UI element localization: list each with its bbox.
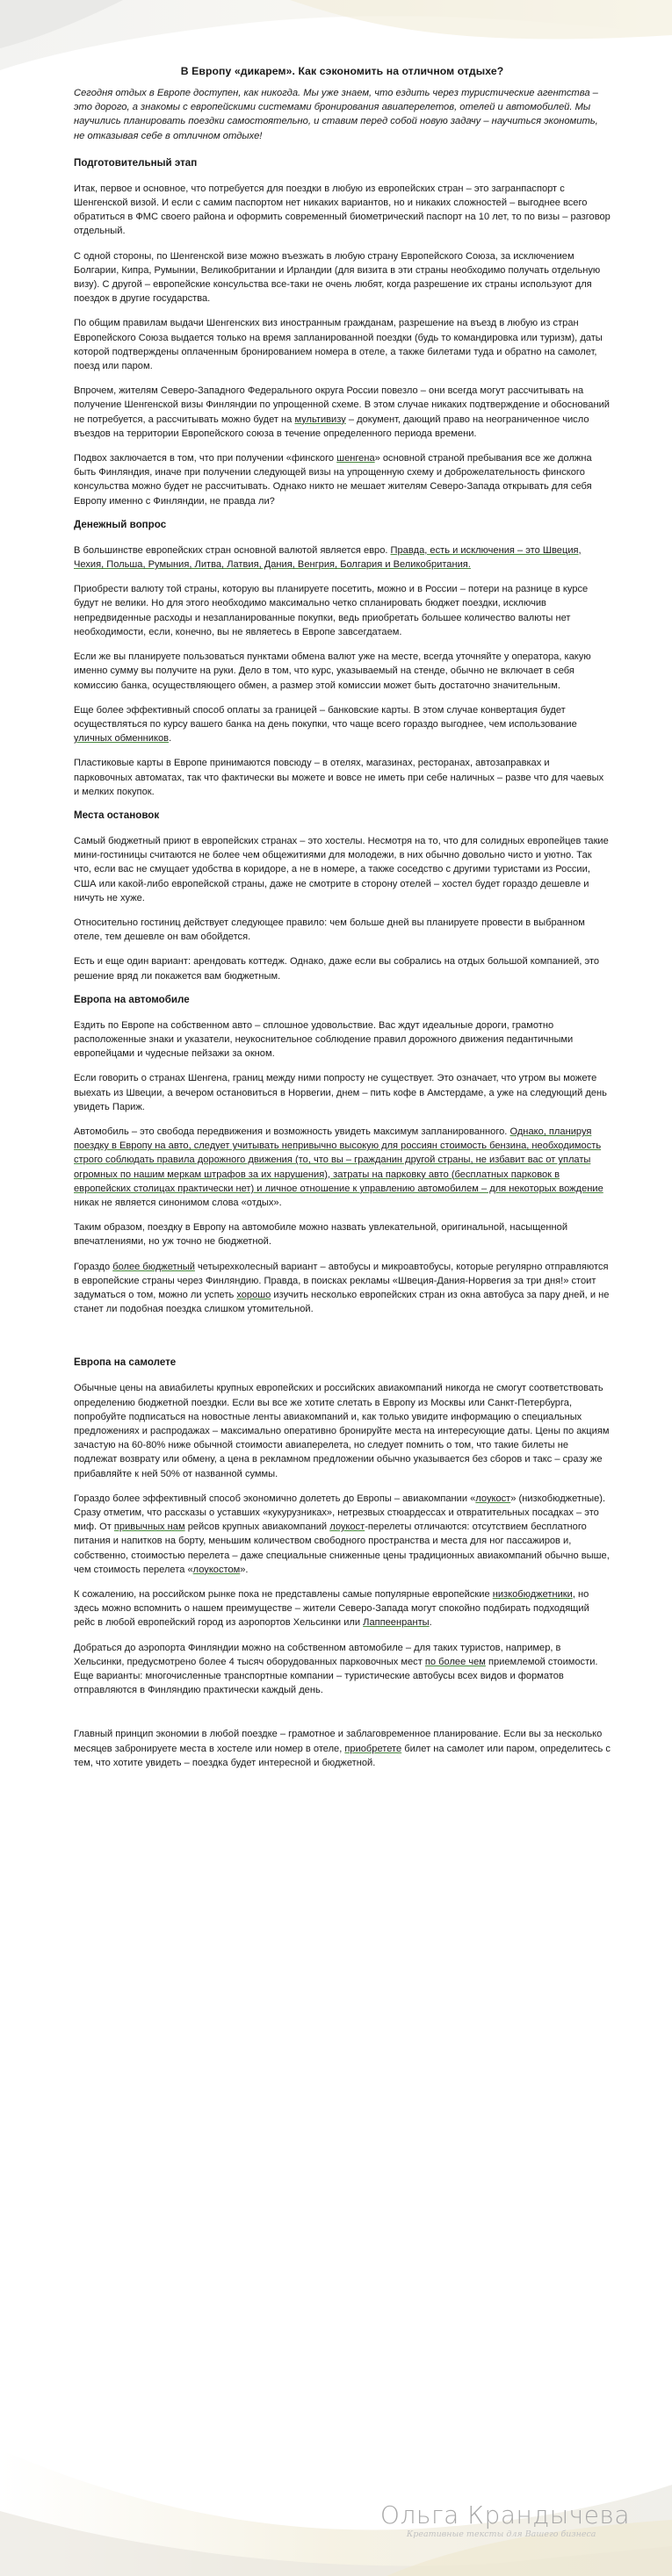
author-signature xyxy=(380,2500,630,2539)
paragraph xyxy=(74,703,611,746)
highlighted-term: привычных нам xyxy=(113,1522,185,1533)
text-run: Подвох заключается в том, что при получении «финского xyxy=(74,453,337,464)
section-heading-car: Европа на автомобиле xyxy=(74,993,190,1005)
highlighted-term: приобретете xyxy=(344,1743,402,1754)
paragraph xyxy=(74,1587,611,1630)
paragraph: Обычные цены на авиабилеты крупных европейских и российских авиакомпаний никогда не смогут соответствовать определению бюджетной поездки. Если вы все же хотите слетать в Европу из Москвы или Санкт-Петербурга, попробуйте подписаться на новостные ленты авиакомпаний и, как только увидите информацию о специальных предложениях и распродажах – максимально оперативно бронируйте места на интересующие даты. Цены по акциям зачастую на 60-80% ниже обычной стоимости авиаперелета, но следует помнить о том, что такие билеты не подлежат возврату или обмену, а цена в рекламном предложении обычно указывается без сборов и такс – сразу же прибавляйте к ней 50% от названной суммы. xyxy=(74,1383,610,1479)
text-run: » основной страной пребывания все же должна быть Финляндия, иначе при получении следующей визы на упрощенную схему и доброжелательность финского консульства можно будет не рассчитывать. Однако никто не мешает жителям Северо-Запада открывать для себя Европу именно с Финляндии, не правда ли? xyxy=(74,453,592,507)
text-run: Гораздо более эффективный способ экономично долететь до Европы – авиакомпании « xyxy=(74,1493,476,1504)
text-run: Добраться до аэропорта Финляндии можно на собственном автомобиле – для таких туристов, например, в Хельсинки, предусмотрено более 4 тысяч оборудованных парковочных мест xyxy=(74,1642,561,1667)
text-run: – документ, дающий право на неограниченное число въездов на территории Европейского союза в течение определенного периода времени. xyxy=(74,414,589,439)
text-run: четырехколесный вариант – автобусы и микроавтобусы, которые регулярно отправляются в европейские страны через Финляндию. Правда, в поисках рекламы «Швеция-Дания-Норвегия за три дня!» стоит задуматься о том, можно ли успеть xyxy=(74,1261,609,1300)
highlighted-term: хорошо xyxy=(236,1290,271,1300)
text-run: Автомобиль – это свобода передвижения и возможность увидеть максимум запланированного. xyxy=(74,1126,510,1137)
paragraph: Приобрести валюту той страны, которую вы планируете посетить, можно и в России – потери на разнице в курсе будут не велики. Но для этого необходимо максимально четко спланировать бюджет поездки, исключив непредвиденные расходы и незапланированные покупки, ведь приобретать большее количество валюты нет необходимости, если, конечно, вы не являетесь в Европе завсегдатаем. xyxy=(74,584,589,637)
intro-paragraph: Сегодня отдых в Европе доступен, как никогда. Мы уже знаем, что ездить через туристические агентства – это дорого, а знакомы с европейскими системами бронирования авиаперелетов, отелей и автомобилей. Мы научились планировать поездки самостоятельно, и ставим перед собой новую задачу – научиться экономить, не отказывая себе в отличном отдыхе! xyxy=(74,88,598,141)
text-run: -перелеты отличаются: отсутствием бесплатного питания и напитков на борту, меньшим количеством свободного пространства и места для ног пассажиров и, собственно, стоимостью перелета – даже специальные сниженные цены традиционных авиакомпаний обычно выше, чем стоимость перелета « xyxy=(74,1522,610,1575)
text-run: приемлемой стоимости. Еще варианты: многочисленные транспортные компании – туристические автобусы всех видов и форматов отправляются в Финляндию практически каждый день. xyxy=(74,1656,598,1696)
text-run: , но здесь можно вспомнить о нашем преимуществе – жители Северо-Запада могут спокойно подбирать подходящий рейс в любой европейский город из аэропортов Хельсинки или xyxy=(74,1589,589,1629)
paragraph xyxy=(74,543,611,572)
highlighted-term: Лаппеенранты xyxy=(363,1617,430,1629)
document-title: В Европу «дикарем». Как сэкономить на отличном отдыхе? xyxy=(180,65,504,77)
text-run: Главный принцип экономии в любой поездке – грамотное и заблаговременное планирование. Если вы за несколько месяцев забронируете места в хостеле или номер в отеле, xyxy=(74,1729,603,1754)
signature-name: Ольга Крандычева xyxy=(379,2500,630,2529)
paragraph xyxy=(74,1260,611,1317)
text-run: никак не является синонимом слова «отдых». xyxy=(74,1197,282,1208)
section-heading-stay: Места остановок xyxy=(74,809,160,821)
highlighted-term: по более чем xyxy=(424,1656,486,1667)
paragraph: Ездить по Европе на собственном авто – сплошное удовольствие. Вас ждут идеальные дороги, грамотно расположенные знаки и указатели, неукоснительное соблюдение правил дорожного движения педантичными европейцами и чудесные пейзажи за окном. xyxy=(74,1019,574,1060)
text-run: изучить несколько европейских стран из окна автобуса за пару дней, и не станет ли подобная поездка слишком утомительной. xyxy=(74,1290,610,1315)
text-run: В большинстве европейских стран основной валютой является евро. xyxy=(74,544,391,556)
paragraph xyxy=(74,451,611,508)
paragraph: По общим правилам выдачи Шенгенских виз иностранным гражданам, разрешение на въезд в любую из стран Европейского Союза выдается только на время запланированной поездки (будь то командировка или туризм), даты которой подтверждены оплаченным бронированием номера в отеле, а также билетами туда и обратно на самолет, поезд или паром. xyxy=(74,318,603,372)
text-run: Впрочем, жителям Северо-Западного Федерального округа России повезло – они всегда могут рассчитывать на получение Шенгенской визы Финляндии по упрощенной схеме. В этом случае никаких подтверждение и обоснований не потребуется, а рассчитывать можно будет на xyxy=(74,385,610,425)
highlighted-term: шенгена xyxy=(336,453,375,464)
text-run: Еще более эффективный способ оплаты за границей – банковские карты. В этом случае конвертация будет осуществляться по курсу вашего банка на день покупки, что чаще всего гораздо выгоднее, чем использование xyxy=(74,704,577,730)
section-heading-prep: Подготовительный этап xyxy=(74,156,198,169)
paragraph: Есть и еще один вариант: арендовать коттедж. Однако, даже если вы собрались на отдых большой компанией, это решение вряд ли покажется вам бюджетным. xyxy=(74,956,600,982)
highlighted-term: лоукост xyxy=(475,1493,511,1504)
signature-subtitle: Креативные тексты для Вашего бизнеса xyxy=(406,2529,596,2539)
paragraph: Самый бюджетный приют в европейских странах – это хостелы. Несмотря на то, что для солидных европейцев такие мини-гостиницы считаются не более чем общежитиями для молодежи, в них обычно довольно чисто и уютно. Так что, если вас не смущает удобства в коридоре, а не в номере, а также соседство с другими туристами из России, США или какой-либо европейской страны, даже не смотрите в сторону отелей – хостел будет гораздо дешевле и ничуть не хуже. xyxy=(74,835,609,903)
text-run: рейсов крупных авиакомпаний xyxy=(184,1522,330,1533)
paragraph xyxy=(74,1727,611,1770)
section-heading-money: Денежный вопрос xyxy=(74,518,167,530)
paragraph xyxy=(74,1641,611,1698)
text-run: билет на самолет или паром, определитесь с тем, что хотите увидеть – поездка будет интересной и бюджетной. xyxy=(74,1743,611,1768)
paragraph: Относительно гостиниц действует следующее правило: чем больше дней вы планируете провести в выбранном отеле, тем дешевле он вам обойдется. xyxy=(74,917,585,943)
highlighted-term: более бюджетный xyxy=(112,1261,195,1272)
paragraph: Если же вы планируете пользоваться пунктами обмена валют уже на месте, всегда уточняйте у оператора, какую именно сумму вы получите на руки. Дело в том, что курс, указываемый на стенде, обычно не включает в себя комиссию банка, осуществляющего обмен, а размер этой комиссии может быть достаточно значительным. xyxy=(74,651,591,691)
highlighted-term: Однако, планируя поездку в Европу на авто, следует учитывать непривычно высокую для россиян стоимость бензина, необходимость строго соблюдать правила дорожного движения (то, что вы – гражданин другой страны, не избавит вас от уплаты огромных по нашим меркам штрафов за их нарушения), затраты на парковку авто (бесплатных парковок в европейских столицах практически нет) и личное отношение к управлению автомобилем – для некоторых вождение xyxy=(74,1126,603,1194)
highlighted-term: уличных обменников xyxy=(74,733,170,745)
paragraph xyxy=(74,384,611,441)
paragraph: Если говорить о странах Шенгена, границ между ними попросту не существует. Это означает, что утром вы можете выехать из Швеции, а вечером остановиться в Норвегии, днем – пить кофе в Амстердаме, а уже на следующий день увидеть Париж. xyxy=(74,1073,607,1112)
highlighted-term: низкобюджетники xyxy=(492,1589,573,1601)
paragraph xyxy=(74,1492,611,1577)
highlighted-term: мультивизу xyxy=(294,414,346,425)
paragraph: Таким образом, поездку в Европу на автомобиле можно назвать увлекательной, оригинальной, насыщенной впечатлениями, но уж точно не бюджетной. xyxy=(74,1222,568,1248)
highlighted-term: лоукостом xyxy=(192,1564,241,1575)
text-run: » (низкобюджетные). Сразу отметим, что рассказы о уставших «кукурузниках», нетрезвых стюардессах и отвратительных посадках – это миф. От xyxy=(74,1493,606,1533)
highlighted-term: Правда, есть и исключения – это Швеция, Чехия, Польша, Румыния, Литва, Латвия, Дания, Венгрия, Болгария и Великобритания. xyxy=(74,544,582,571)
highlighted-term: лоукост xyxy=(329,1522,365,1533)
text-run: ». xyxy=(240,1564,249,1575)
section-heading-plane: Европа на самолете xyxy=(74,1356,177,1369)
text-run: . xyxy=(169,733,172,745)
paragraph: Итак, первое и основное, что потребуется для поездки в любую из европейских стран – это загранпаспорт с Шенгенской визой. И если с самим паспортом нет никаких вариантов, но и никаких сложностей – выгоднее всего обратиться в ФМС своего района и оформить современный биометрический паспорт на 10 лет, то по визы – разговор отдельный. xyxy=(74,183,611,237)
paragraph: Пластиковые карты в Европе принимаются повсюду – в отелях, магазинах, ресторанах, автозаправках и парковочных автоматах, так что фактически вы можете и вовсе не иметь при себе наличных – разве что для чаевых и мелких покупок. xyxy=(74,758,604,797)
text-run: Гораздо xyxy=(74,1261,113,1272)
paragraph: С одной стороны, по Шенгенской визе можно въезжать в любую страну Европейского Союза, за исключением Болгарии, Кипра, Румынии, Великобритании и Ирландии (для визита в эти страны необходимо получать отдельную визу). С другой – европейские консульства все-таки не очень любят, когда разрешение их страны используют для поездок в другие государства. xyxy=(74,250,601,305)
text-run: . xyxy=(429,1617,432,1629)
text-run: К сожалению, на российском рынке пока не представлены самые популярные европейские xyxy=(74,1589,493,1601)
paragraph xyxy=(74,1125,611,1210)
